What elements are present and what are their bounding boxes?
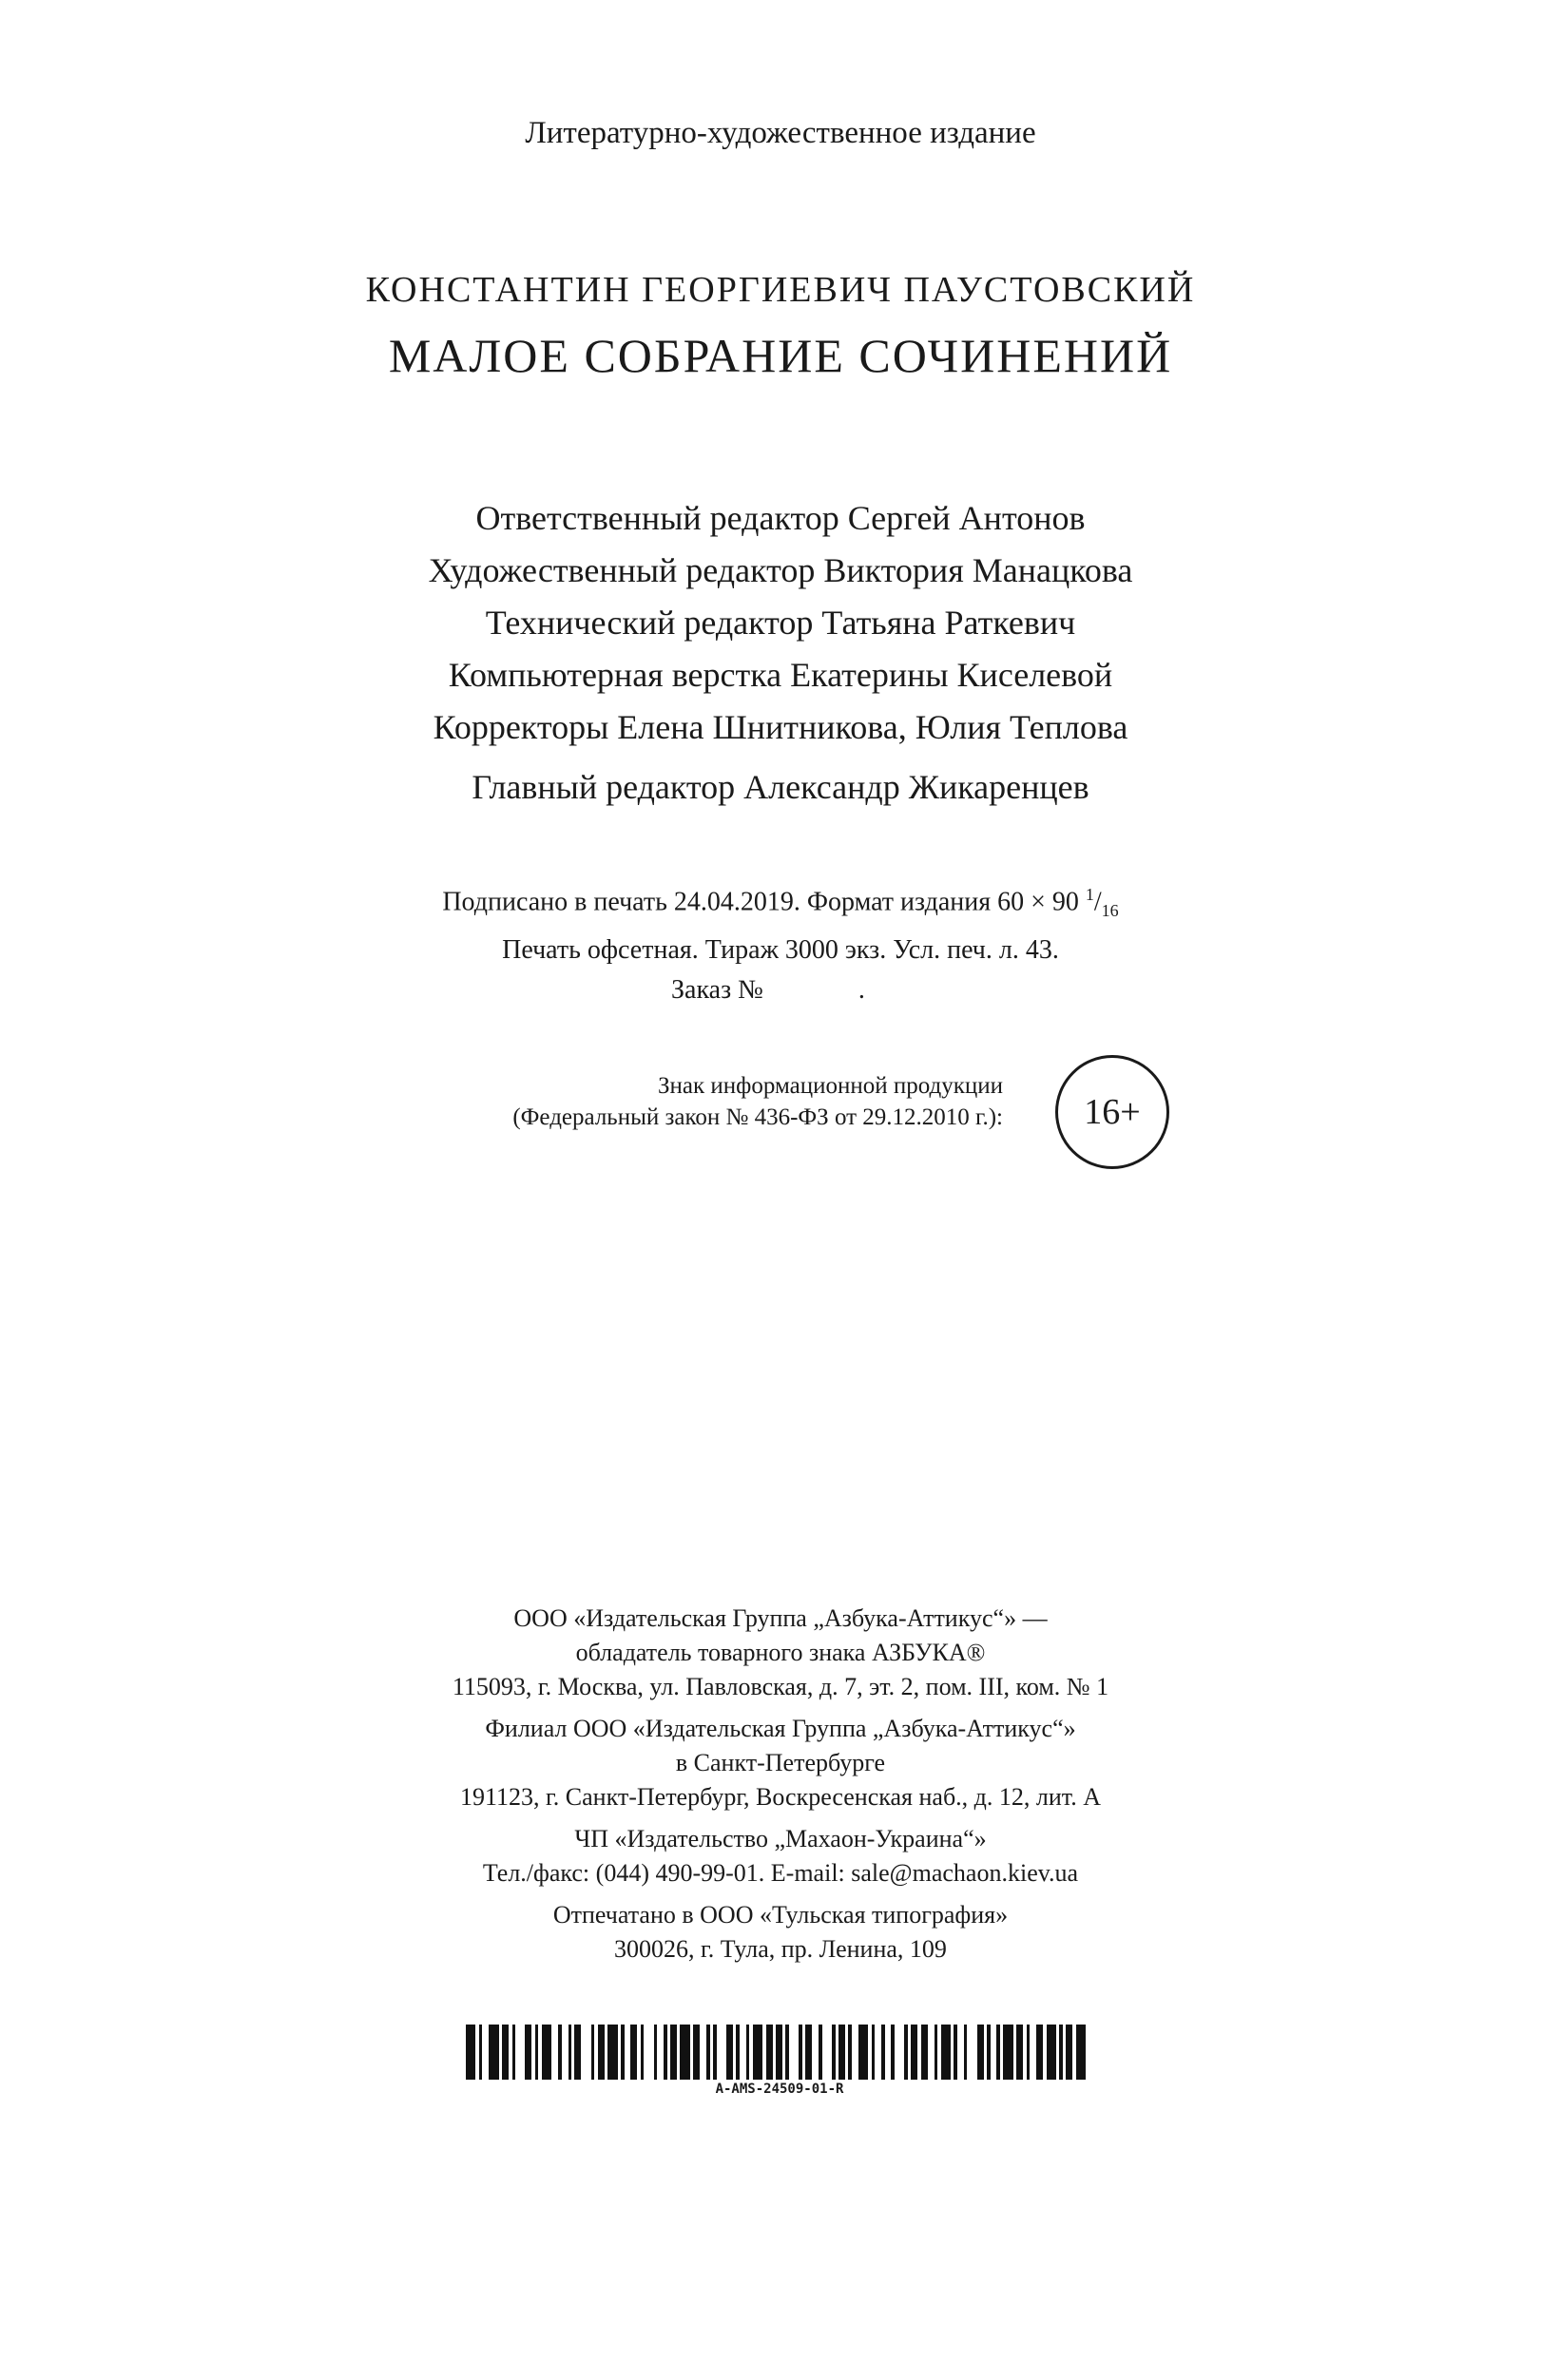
edition-type: Литературно-художественное издание bbox=[525, 116, 1036, 150]
barcode-bar bbox=[482, 2025, 489, 2080]
barcode-bar bbox=[776, 2025, 782, 2080]
barcode-bar bbox=[895, 2025, 904, 2080]
age-rating-block bbox=[361, 1055, 1169, 1179]
barcode-bar bbox=[625, 2025, 631, 2080]
barcode-bar bbox=[941, 2025, 951, 2080]
barcode-bar bbox=[740, 2025, 746, 2080]
barcode-bar bbox=[700, 2025, 706, 2080]
barcode-bar bbox=[1086, 2025, 1092, 2080]
barcode-bar bbox=[921, 2025, 928, 2080]
publisher-address: 115093, г. Москва, ул. Павловская, д. 7, эт. 2, пом. III, ком. № 1 bbox=[452, 1673, 1109, 1700]
barcode-bar bbox=[1016, 2025, 1023, 2080]
barcode-bar bbox=[852, 2025, 858, 2080]
print-signed-line bbox=[0, 874, 1561, 931]
barcode-bar bbox=[607, 2025, 617, 2080]
barcode-bar bbox=[717, 2025, 726, 2080]
barcode-bar bbox=[911, 2025, 917, 2080]
credit-line: Компьютерная верстка Екатерины Киселевой bbox=[448, 656, 1113, 694]
barcode-bar bbox=[1066, 2025, 1072, 2080]
barcode-bar bbox=[551, 2025, 558, 2080]
barcode-bar bbox=[1047, 2025, 1056, 2080]
barcode-bar bbox=[991, 2025, 997, 2080]
barcode-bar bbox=[466, 2025, 475, 2080]
barcode-bar bbox=[838, 2025, 845, 2080]
order-line bbox=[0, 970, 1561, 1010]
age-rating-line: Знак информационной продукции bbox=[657, 1073, 1003, 1099]
printer-address: 300026, г. Тула, пр. Ленина, 109 bbox=[614, 1935, 947, 1963]
barcode-bar bbox=[858, 2025, 868, 2080]
barcode bbox=[466, 2025, 1093, 2101]
chief-editor: Главный редактор Александр Жикаренцев bbox=[472, 768, 1089, 806]
print-info-block bbox=[0, 874, 1561, 1010]
barcode-bar bbox=[630, 2025, 637, 2080]
barcode-code: A-AMS-24509-01-R bbox=[715, 2082, 844, 2097]
publisher-block bbox=[0, 1602, 1561, 1967]
barcode-bar bbox=[515, 2025, 525, 2080]
barcode-bar bbox=[657, 2025, 664, 2080]
barcode-bar bbox=[822, 2025, 832, 2080]
barcode-bar bbox=[726, 2025, 733, 2080]
credit-line: Художественный редактор Виктория Манацкова bbox=[428, 551, 1133, 589]
barcode-bar bbox=[967, 2025, 976, 2080]
barcode-bar bbox=[581, 2025, 590, 2080]
order-dot: . bbox=[858, 974, 865, 1005]
age-rating-text bbox=[361, 1070, 1003, 1133]
barcode-bar bbox=[574, 2025, 581, 2080]
barcode-bar bbox=[1076, 2025, 1086, 2080]
barcode-bar bbox=[977, 2025, 984, 2080]
barcode-bar bbox=[1036, 2025, 1043, 2080]
distributor-contact: Тел./факс: (044) 490-99-01. E-mail: sale@machaon.kiev.ua bbox=[482, 1859, 1079, 1887]
format-denominator: 16 bbox=[1101, 900, 1119, 920]
barcode-bar bbox=[693, 2025, 700, 2080]
distributor-line: ЧП «Издательство „Махаон-Украина“» bbox=[574, 1825, 987, 1852]
format-slash: / bbox=[1093, 887, 1102, 917]
barcode-bar bbox=[525, 2025, 531, 2080]
barcode-bar bbox=[805, 2025, 812, 2080]
barcode-bar bbox=[928, 2025, 935, 2080]
barcode-bar bbox=[875, 2025, 881, 2080]
barcode-bar bbox=[644, 2025, 653, 2080]
barcode-bar bbox=[670, 2025, 677, 2080]
credit-line: Технический редактор Татьяна Раткевич bbox=[485, 604, 1076, 642]
branch-line: Филиал ООО «Издательская Группа „Азбука-Аттикус“» bbox=[485, 1715, 1076, 1742]
print-signed-text: Подписано в печать 24.04.2019. Формат издания 60 × 90 bbox=[442, 887, 1086, 917]
author-name: КОНСТАНТИН ГЕОРГИЕВИЧ ПАУСТОВСКИЙ bbox=[365, 270, 1196, 310]
barcode-bar bbox=[542, 2025, 551, 2080]
barcode-bars bbox=[466, 2025, 1093, 2080]
print-run-line: Печать офсетная. Тираж 3000 экз. Усл. печ. л. 43. bbox=[502, 934, 1059, 965]
barcode-bar bbox=[766, 2025, 773, 2080]
barcode-bar bbox=[957, 2025, 964, 2080]
credit-line: Ответственный редактор Сергей Антонов bbox=[475, 499, 1086, 537]
barcode-bar bbox=[789, 2025, 799, 2080]
credits-block bbox=[0, 492, 1561, 814]
barcode-bar bbox=[562, 2025, 569, 2080]
format-numerator: 1 bbox=[1085, 885, 1094, 904]
branch-line: в Санкт-Петербурге bbox=[675, 1749, 886, 1776]
barcode-bar bbox=[680, 2025, 689, 2080]
order-label: Заказ № bbox=[671, 974, 763, 1005]
barcode-bar bbox=[1003, 2025, 1012, 2080]
book-title: МАЛОЕ СОБРАНИЕ СОЧИНЕНИЙ bbox=[388, 329, 1173, 382]
age-rating-badge: 16+ bbox=[1055, 1055, 1169, 1169]
barcode-bar bbox=[753, 2025, 762, 2080]
publisher-line: ООО «Издательская Группа „Азбука-Аттикус“» — bbox=[513, 1604, 1048, 1632]
barcode-bar bbox=[598, 2025, 605, 2080]
barcode-bar bbox=[885, 2025, 892, 2080]
credit-line: Корректоры Елена Шнитникова, Юлия Теплова bbox=[433, 708, 1128, 746]
barcode-bar bbox=[489, 2025, 498, 2080]
printer-line: Отпечатано в ООО «Тульская типография» bbox=[552, 1901, 1009, 1929]
barcode-bar bbox=[812, 2025, 819, 2080]
publisher-line: обладатель товарного знака АЗБУКА® bbox=[575, 1639, 986, 1666]
barcode-bar bbox=[1030, 2025, 1036, 2080]
barcode-bar bbox=[502, 2025, 509, 2080]
age-rating-law: (Федеральный закон № 436-ФЗ от 29.12.2010 г.): bbox=[512, 1104, 1003, 1130]
branch-address: 191123, г. Санкт-Петербург, Воскресенская наб., д. 12, лит. А bbox=[460, 1783, 1101, 1811]
